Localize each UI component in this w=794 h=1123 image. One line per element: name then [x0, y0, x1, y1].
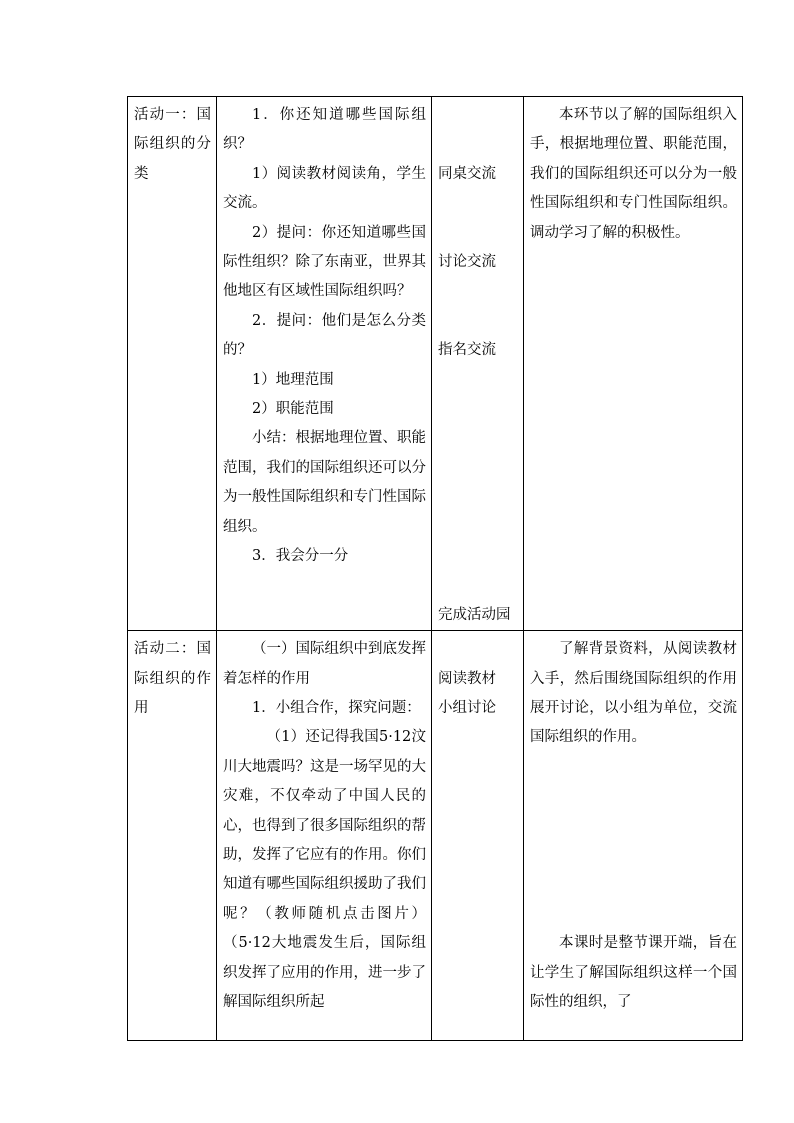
design-intent-cell: [524, 631, 743, 1041]
student-activity: 小组讨论: [438, 699, 496, 716]
lesson-plan-table: [127, 96, 743, 1041]
student-activity: 讨论交流: [438, 253, 496, 270]
process-line: 1）地理范围: [252, 371, 334, 388]
activity-cell: [128, 631, 217, 1041]
student-activity: 指名交流: [438, 342, 496, 359]
process-line: 1）阅读教材阅读角，学生交流。: [223, 165, 426, 212]
process-line: 小结：根据地理位置、职能范围，我们的国际组织还可以分为一般性国际组织和专门性国际组织。: [223, 430, 426, 535]
process-line: 2．提问：他们是怎么分类的？: [223, 312, 426, 359]
process-cell: [217, 97, 432, 631]
process-line: 1．你还知道哪些国际组织？: [223, 107, 426, 153]
student-activity: 同桌交流: [438, 165, 496, 182]
table-row: [128, 631, 743, 1041]
process-cell: [217, 631, 432, 1041]
design-intent: 本环节以了解的国际组织入手，根据地理位置、职能范围，我们的国际组织还可以分为一般性国际组织和专门性国际组织。调动学习了解的积极性。: [530, 107, 737, 241]
student-activity: 阅读教材: [438, 670, 496, 687]
process-line: 2）提问：你还知道哪些国际性组织？除了东南亚，世界其他地区有区域性国际组织吗？: [223, 224, 426, 300]
student-activity: 完成活动园: [438, 606, 511, 623]
process-line: （一）国际组织中到底发挥着怎样的作用: [223, 641, 426, 687]
process-line: 2）职能范围: [252, 401, 334, 418]
activity-title: 活动二：国际组织的作用: [134, 641, 211, 716]
design-intent-cell: [524, 97, 743, 631]
design-intent: 本课时是整节课开端，旨在让学生了解国际组织这样一个国际性的组织，了: [530, 935, 737, 1010]
process-line: 1．小组合作，探究问题：: [252, 699, 421, 716]
student-activity-cell: [432, 97, 524, 631]
process-line: 3．我会分一分: [252, 548, 349, 565]
activity-title: 活动一：国际组织的分类: [134, 107, 211, 182]
activity-cell: [128, 97, 217, 631]
process-line: （1）还记得我国5·12汶川大地震吗？这是一场罕见的大灾难，不仅牵动了中国人民的心，也得到了很多国际组织的帮助，发挥了它应有的作用。你们知道有哪些国际组织援助了我们呢？（教师随机点击图片）（5·12大地震发生后，国际组织发挥了应用的作用，进一步了解国际组织所起: [223, 729, 426, 1011]
design-intent: 了解背景资料，从阅读教材入手，然后围绕国际组织的作用展开讨论，以小组为单位，交流国际组织的作用。: [530, 641, 737, 746]
student-activity-cell: [432, 631, 524, 1041]
table-row: [128, 97, 743, 631]
